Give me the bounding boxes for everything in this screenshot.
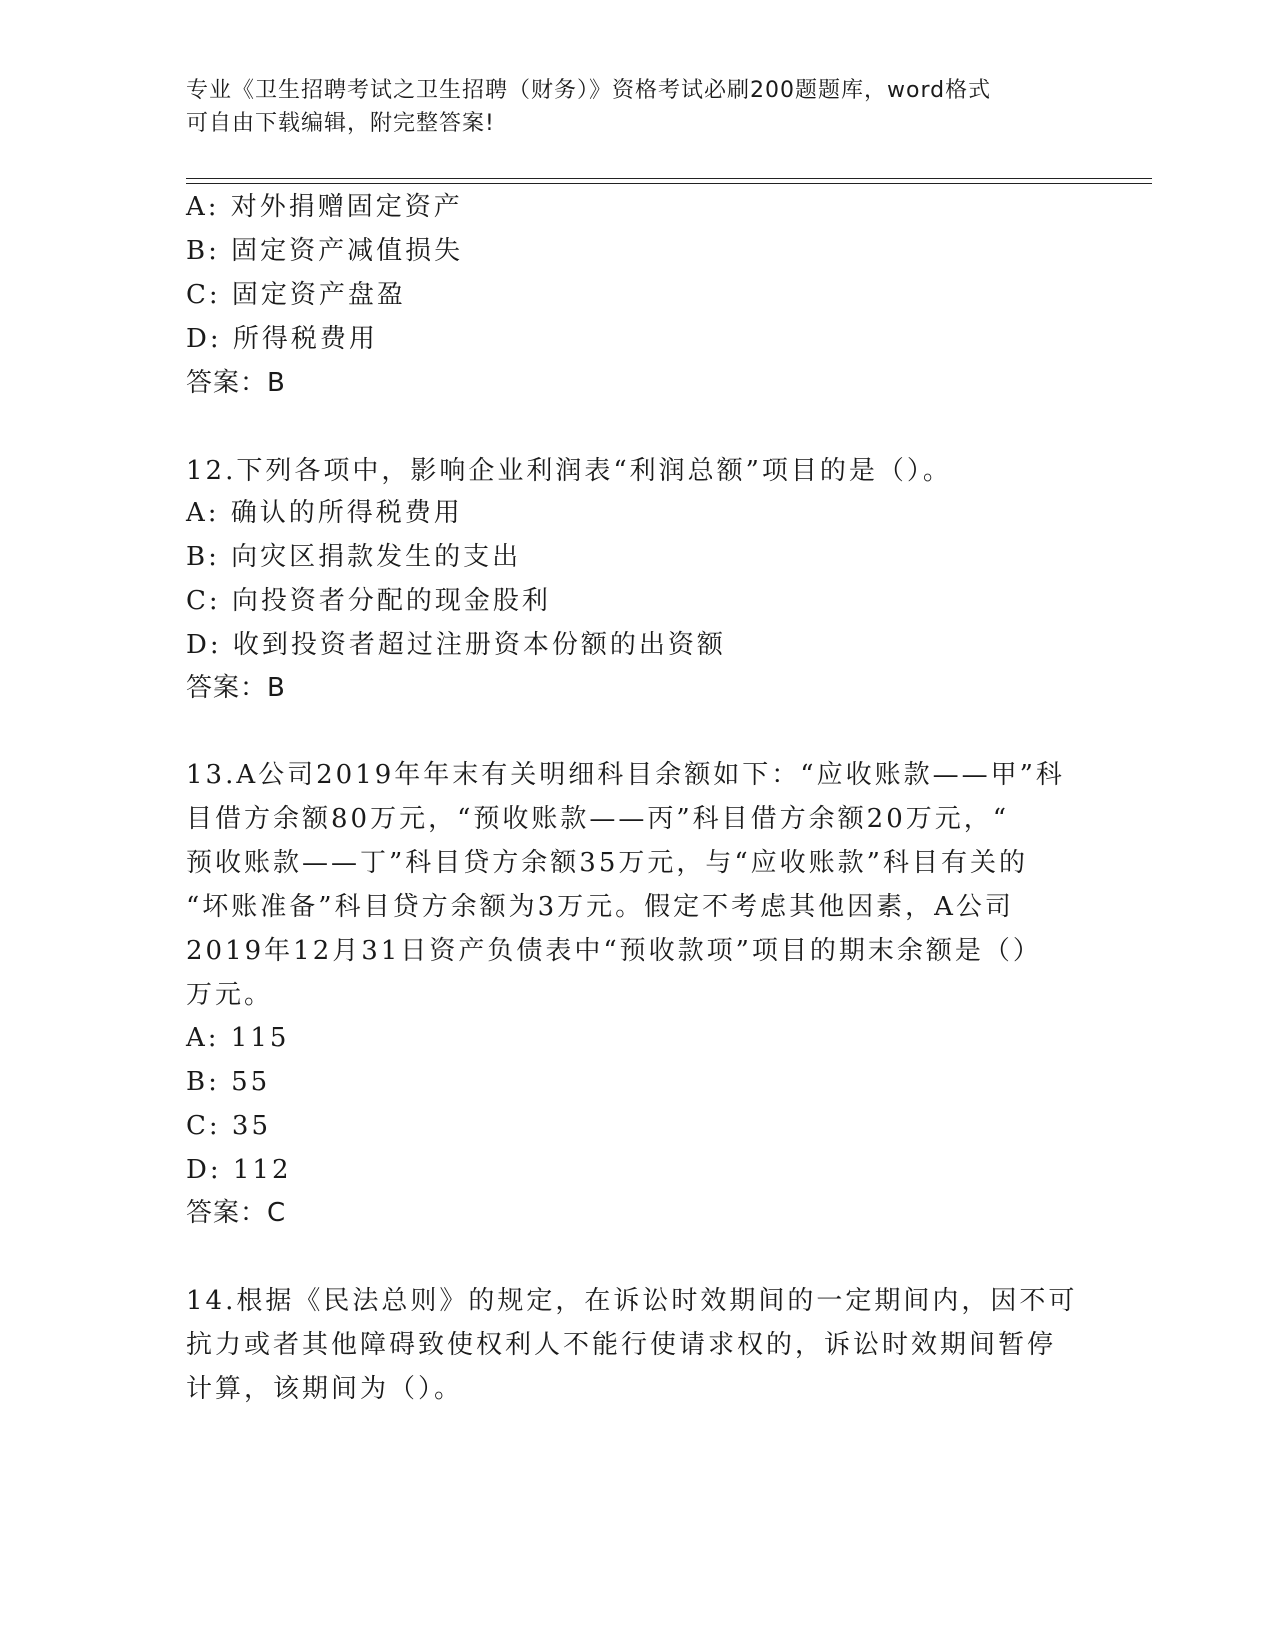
q13-stem-line-1: 13.A公司2019年年末有关明细科目余额如下：“应收账款——甲”科 xyxy=(186,760,1065,790)
q13-option-a: A: 115 xyxy=(186,1023,290,1053)
q12-option-a: A: 确认的所得税费用 xyxy=(186,498,463,528)
q13-option-b: B: 55 xyxy=(186,1067,271,1097)
header-rule-top xyxy=(186,178,1152,179)
q14-stem-line-3: 计算，该期间为（）。 xyxy=(186,1374,464,1404)
q13-stem-line-6: 万元。 xyxy=(186,980,274,1010)
q12-stem: 12.下列各项中，影响企业利润表“利润总额”项目的是（）。 xyxy=(186,456,952,486)
document-header xyxy=(186,74,1066,140)
q13-stem-line-2: 目借方余额80万元，“预收账款——丙”科目借方余额20万元，“ xyxy=(186,804,1010,834)
q11-option-d: D: 所得税费用 xyxy=(186,324,378,354)
q13-option-d: D: 112 xyxy=(186,1155,292,1185)
q13-stem-line-4: “坏账准备”科目贷方余额为3万元。假定不考虑其他因素，A公司 xyxy=(186,892,1014,922)
q13-answer: 答案：C xyxy=(186,1198,287,1228)
q11-option-c: C: 固定资产盘盈 xyxy=(186,280,406,310)
q12-option-b: B: 向灾区捐款发生的支出 xyxy=(186,542,522,572)
q13-stem-line-3: 预收账款——丁”科目贷方余额35万元，与“应收账款”科目有关的 xyxy=(186,848,1028,878)
q12-option-c: C: 向投资者分配的现金股利 xyxy=(186,586,551,616)
q13-option-c: C: 35 xyxy=(186,1111,272,1141)
q11-option-a: A: 对外捐赠固定资产 xyxy=(186,192,463,222)
q12-option-d: D: 收到投资者超过注册资本份额的出资额 xyxy=(186,630,726,660)
header-line-2: 可自由下载编辑，附完整答案! xyxy=(186,111,495,136)
header-line-1: 专业《卫生招聘考试之卫生招聘（财务）》资格考试必刷200题题库，word格式 xyxy=(186,78,992,103)
q12-answer: 答案：B xyxy=(186,673,286,703)
q11-option-b: B: 固定资产减值损失 xyxy=(186,236,464,266)
q14-stem-line-2: 抗力或者其他障碍致使权利人不能行使请求权的，诉讼时效期间暂停 xyxy=(186,1330,1057,1360)
q13-stem-line-5: 2019年12月31日资产负债表中“预收款项”项目的期末余额是（） xyxy=(186,936,1042,966)
q11-answer: 答案：B xyxy=(186,368,286,398)
header-rule-bottom xyxy=(186,183,1152,184)
q14-stem-line-1: 14.根据《民法总则》的规定，在诉讼时效期间的一定期间内，因不可 xyxy=(186,1286,1078,1316)
